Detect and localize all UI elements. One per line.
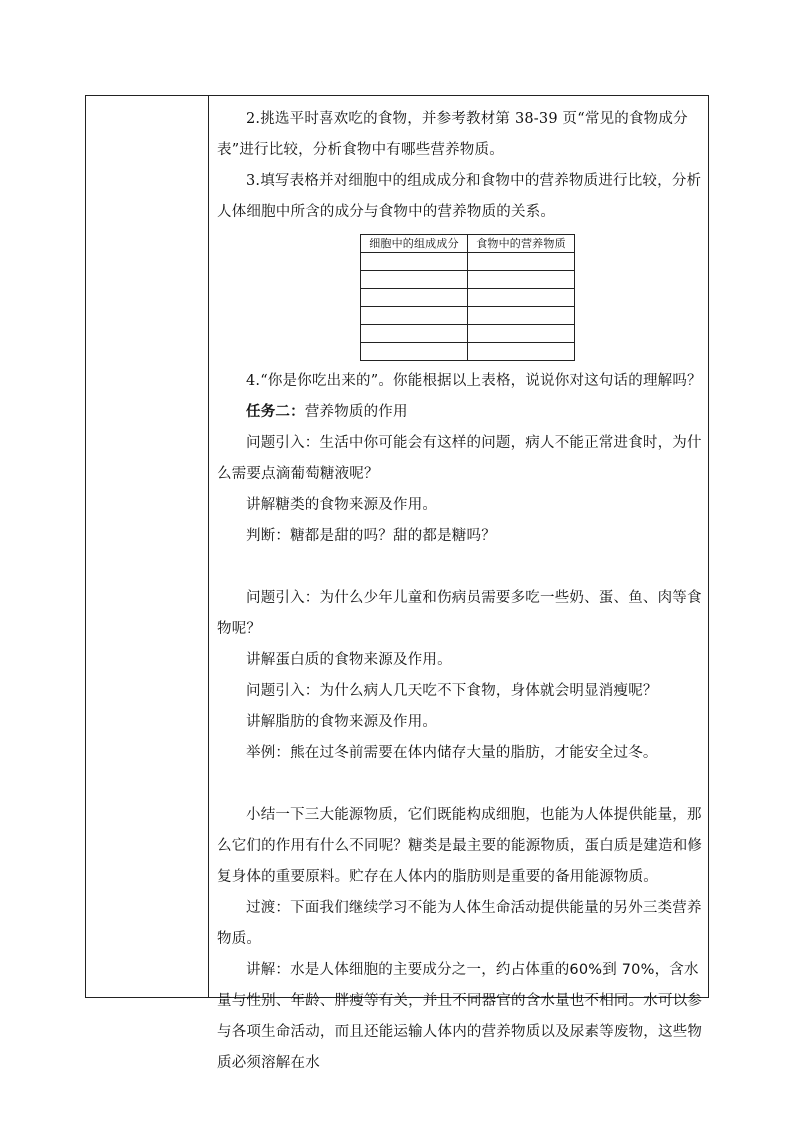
question-protein: 问题引入：为什么少年儿童和伤病员需要多吃一些奶、蛋、鱼、肉等食物呢？ <box>217 590 702 637</box>
comparison-table-wrap <box>217 234 707 358</box>
explain-sugar: 讲解糖类的食物来源及作用。 <box>246 497 438 513</box>
table-cell[interactable] <box>468 307 575 325</box>
lesson-content <box>217 104 707 1079</box>
table-row <box>361 289 575 307</box>
question-fat: 问题引入：为什么病人几天吃不下食物，身体就会明显消瘦呢？ <box>246 683 658 699</box>
table-cell[interactable] <box>468 343 575 361</box>
table-row <box>361 271 575 289</box>
table-cell[interactable] <box>361 325 468 343</box>
header-cell-components: 细胞中的组成成分 <box>361 235 468 253</box>
blank-line <box>217 552 707 583</box>
table-cell[interactable] <box>361 343 468 361</box>
paragraph-step-3: 3.填写表格并对细胞中的组成成分和食物中的营养物质进行比较，分析人体细胞中所含的成分与食物中的营养物质的关系。 <box>217 173 702 220</box>
blank-line <box>217 769 707 800</box>
task-title: 营养物质的作用 <box>304 404 408 420</box>
task-heading <box>217 397 707 428</box>
example-bear: 举例：熊在过冬前需要在体内储存大量的脂肪，才能安全过冬。 <box>246 745 658 761</box>
header-cell-nutrients: 食物中的营养物质 <box>468 235 575 253</box>
paragraph-step-2: 2.挑选平时喜欢吃的食物，并参考教材第 38-39 页“常见的食物成分表”进行比较，分析食物中有哪些营养物质。 <box>217 111 688 158</box>
table-row <box>361 325 575 343</box>
paragraph-step-4: 4.“你是你吃出来的”。你能根据以上表格，说说你对这句话的理解吗？ <box>246 373 702 389</box>
comparison-table-header <box>361 235 575 253</box>
table-row <box>361 343 575 361</box>
task-label: 任务二： <box>246 404 305 420</box>
column-divider <box>208 96 209 997</box>
table-cell[interactable] <box>361 253 468 271</box>
transition-paragraph: 过渡：下面我们继续学习不能为人体生命活动提供能量的另外三类营养物质。 <box>217 900 702 947</box>
table-row <box>361 253 575 271</box>
explain-protein: 讲解蛋白质的食物来源及作用。 <box>246 652 452 668</box>
lesson-table <box>85 95 709 1071</box>
water-explanation: 讲解：水是人体细胞的主要成分之一，约占体重的60%到 70%，含水量与性别、年龄、胖瘦等有关，并且不同器官的含水量也不相同。水可以参与各项生命活动，而且还能运输人体内的营养物质以及尿素等废物，这些物质必须溶解在水 <box>217 962 703 1071</box>
table-cell[interactable] <box>468 253 575 271</box>
summary-paragraph: 小结一下三大能源物质，它们既能构成细胞，也能为人体提供能量，那么它们的作用有什么不同呢？糖类是最主要的能源物质，蛋白质是建造和修复身体的重要原料。贮存在人体内的脂肪则是重要的备用能源物质。 <box>217 807 703 885</box>
table-cell[interactable] <box>361 271 468 289</box>
table-cell[interactable] <box>468 271 575 289</box>
table-cell[interactable] <box>361 289 468 307</box>
table-cell[interactable] <box>468 325 575 343</box>
table-cell[interactable] <box>468 289 575 307</box>
comparison-table <box>360 234 575 361</box>
table-row <box>361 307 575 325</box>
table-cell[interactable] <box>361 307 468 325</box>
question-glucose: 问题引入：生活中你可能会有这样的问题，病人不能正常进食时，为什么需要点滴葡萄糖液呢？ <box>217 435 702 482</box>
explain-fat: 讲解脂肪的食物来源及作用。 <box>246 714 438 730</box>
judge-sugar: 判断：糖都是甜的吗？甜的都是糖吗？ <box>246 528 496 544</box>
